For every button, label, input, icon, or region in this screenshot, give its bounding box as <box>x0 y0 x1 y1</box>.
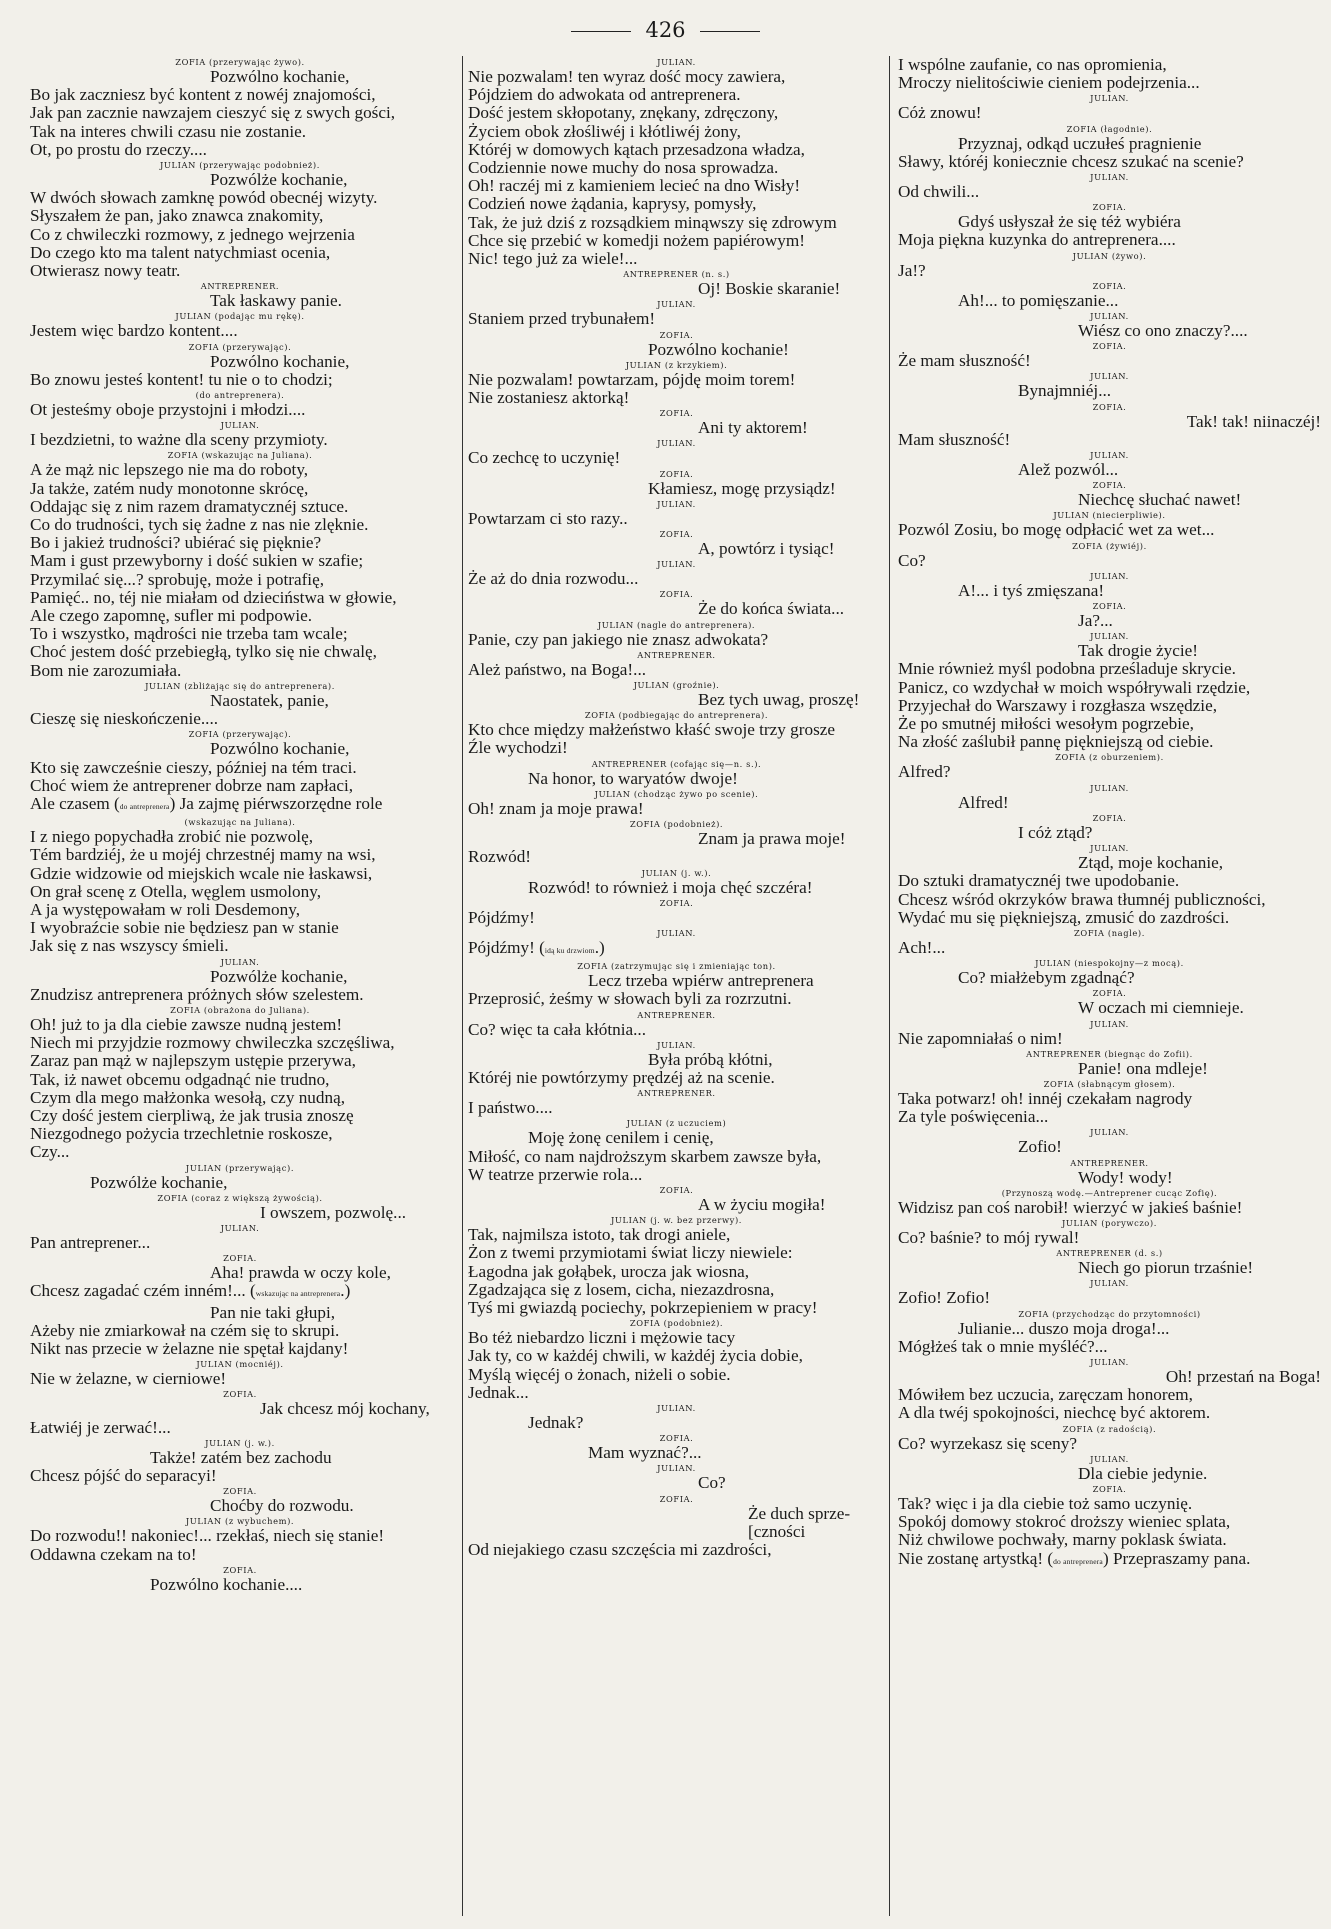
verse-line: Kto się zawcześnie cieszy, później na tém traci. <box>30 757 357 777</box>
verse-line: Jak się z nas wszyscy śmieli. <box>30 936 229 956</box>
verse-line <box>30 795 450 816</box>
speaker-direction: ZOFIA. <box>1092 988 1127 999</box>
verse-text: ) Przepraszamy pana. <box>1102 1548 1251 1568</box>
verse-line: Pozwólno kochanie, <box>210 351 350 371</box>
verse-line: Tak, najmilsza istoto, tak drogi aniele, <box>468 1225 731 1245</box>
speaker-direction: JULIAN. <box>657 927 696 938</box>
speaker-direction: ZOFIA. <box>1092 1483 1127 1494</box>
verse-line: I wspólne zaufanie, co nas opromienia, <box>898 56 1167 74</box>
verse-line: Nie zostaniesz aktorką! <box>468 388 630 408</box>
verse-line: Czy... <box>30 1142 70 1162</box>
verse-line: Taka potwarz! oh! innéj czekałam nagrody <box>898 1088 1193 1108</box>
verse-line: Zaraz pan mąż w najlepszym ustępie przerywa, <box>30 1051 356 1071</box>
verse-line: Że do końca świata... <box>698 599 845 619</box>
verse-line: Panicz, co wzdychał w moich współrywali rzędzie, <box>898 677 1251 697</box>
verse-line: W oczach mi ciemnieje. <box>1078 998 1244 1018</box>
speaker-direction: ZOFIA. <box>1092 202 1127 213</box>
speaker-direction: ZOFIA (łagodnie). <box>1066 123 1153 134</box>
verse-line: Jak ty, co w każdéj chwili, w każdéj życia dobie, <box>468 1346 803 1366</box>
verse-line: Chcesz pójść do separacyi! <box>30 1466 217 1485</box>
verse-line: A w życiu mogiła! <box>698 1194 826 1214</box>
speaker-direction: JULIAN (podając mu rękę). <box>175 311 305 322</box>
verse-line: A ja występowałam w roli Desdemony, <box>30 899 301 919</box>
verse-line: Staniem przed trybunałem! <box>468 309 656 329</box>
verse-line: On grał scenę z Otella, węglem usmolony, <box>30 881 321 901</box>
speaker-direction: JULIAN. <box>1090 631 1129 642</box>
speaker-direction: ZOFIA (z radością). <box>1062 1423 1157 1434</box>
verse-line: A że mąż nic lepszego nie ma do roboty, <box>30 460 309 480</box>
verse-line: Na honor, to waryatów dwoje! <box>528 768 738 788</box>
verse-line: Jednak... <box>468 1382 529 1402</box>
verse-line: Pozwólże kochanie, <box>210 966 348 986</box>
verse-line: Ach!... <box>898 937 946 957</box>
verse-line: Widzisz pan coś narobił! wierzyć w jakieś baśnie! <box>898 1197 1243 1217</box>
verse-line: Pozwólno kochanie, <box>210 67 350 86</box>
speaker-direction: JULIAN (z uczuciem) <box>626 1118 727 1129</box>
verse-text: Pójdźmy! ( <box>468 937 545 957</box>
verse-line: Lecz trzeba wpiérw antreprenera <box>588 971 814 991</box>
verse-line: Pozwól Zosiu, bo mogę odpłacić wet za wet... <box>898 520 1215 540</box>
verse-line: Jak chcesz mój kochany, <box>260 1399 430 1419</box>
speaker-direction: JULIAN. <box>220 956 260 967</box>
speaker-direction: ZOFIA (podobnież). <box>629 819 724 830</box>
verse-line: Pozwólże kochanie, <box>90 1172 228 1192</box>
verse-line: Cóż znowu! <box>898 103 982 123</box>
column-right <box>896 56 1321 1916</box>
verse-line: Źle wychodzi! <box>468 738 568 758</box>
speaker-direction: ZOFIA. <box>659 897 694 908</box>
verse-line: Tak łaskawy panie. <box>210 291 342 311</box>
speaker-direction: ANTREPRENER. <box>1070 1157 1149 1168</box>
verse-line: Panie, czy pan jakiego nie znasz adwokata? <box>468 629 769 649</box>
speaker-direction: JULIAN. <box>1090 371 1129 382</box>
verse-line: Oh! znam ja moje prawa! <box>468 798 644 818</box>
verse-line: Niech go piorun trzaśnie! <box>1078 1258 1254 1278</box>
speaker-direction: JULIAN. <box>1090 843 1129 854</box>
page-number: 426 <box>0 18 1331 42</box>
verse-line: Od niejakiego czasu szczęścia mi zazdrości, <box>468 1539 772 1559</box>
verse-line: Ja?... <box>1078 611 1113 631</box>
verse-line: Żon z twemi przymiotami świat liczy niewiele: <box>468 1243 793 1263</box>
verse-text: ) Ja zajmę piérwszorzędne role <box>169 793 383 813</box>
verse-line: Mówiłem bez uczucia, zaręczam honorem, <box>898 1385 1193 1405</box>
speaker-direction: ZOFIA. <box>659 529 694 540</box>
speaker-direction: ZOFIA. <box>223 1486 257 1497</box>
speaker-direction: JULIAN. <box>1090 1127 1129 1138</box>
verse-line: Tak na interes chwili czasu nie zostanie. <box>30 121 307 141</box>
verse-line: Życiem obok złośliwéj i kłótliwéj żony, <box>468 121 741 141</box>
verse-line: Wydać mu się piękniejszą, zmusić do zazdrości. <box>898 907 1230 927</box>
speaker-direction: JULIAN. <box>1090 172 1129 183</box>
verse-line: W teatrze przerwie rola... <box>468 1164 643 1184</box>
speaker-direction: JULIAN (mocniéj). <box>196 1359 284 1370</box>
verse-line: Słyszałem że pan, jako znawca znakomity, <box>30 206 324 226</box>
speaker-direction: JULIAN (przerywając). <box>185 1162 295 1173</box>
verse-line: Mroczy nielitościwie cieniem podejrzenia... <box>898 73 1200 93</box>
verse-line <box>468 939 885 960</box>
verse-line: Ależ państwo, na Boga!... <box>468 659 647 679</box>
verse-line: Codziennie nowe muchy do nosa sprowadza. <box>468 158 779 178</box>
verse-line: Julianie... duszo moja droga!... <box>958 1318 1170 1338</box>
stage-direction: wskazując na antreprenera <box>255 1289 341 1299</box>
verse-line: Pozwólno kochanie! <box>648 339 789 359</box>
speaker-direction: ANTREPRENER (biegnąc do Zofii). <box>1026 1048 1193 1059</box>
verse-line: Tak? więc i ja dla ciebie toż samo uczynię. <box>898 1493 1193 1513</box>
verse-line: Choć jestem dość przebiegłą, tylko się nie chwalę, <box>30 642 377 662</box>
speaker-direction: JULIAN. <box>1090 93 1129 104</box>
verse-line: Gdzie widzowie od miejskich wcale nie łaskawsi, <box>30 863 373 883</box>
verse-line: Myślą więcéj o żonach, niżeli o sobie. <box>468 1364 731 1384</box>
verse-line: Któréj nie powtórzymy prędzéj aż na scenie. <box>468 1067 775 1087</box>
verse-line: Że duch sprze- <box>748 1503 851 1523</box>
verse-line: Rozwód! <box>468 847 532 867</box>
speaker-direction: JULIAN (porywczo). <box>1062 1217 1157 1228</box>
verse-line: Mam słuszność! <box>898 429 1011 449</box>
speaker-direction: JULIAN (j. w. bez przerwy). <box>610 1215 743 1226</box>
verse-line: Na złość zaślubił pannę piękniejszą od ciebie. <box>898 732 1214 752</box>
verse-line: Tak, iż nawet obcemu odgadnąć nie trudno, <box>30 1069 330 1089</box>
speaker-direction: ZOFIA. <box>659 1184 694 1195</box>
verse-line: Do rozwodu!! nakoniec!... rzekłaś, niech się stanie! <box>30 1526 385 1546</box>
verse-line: Co zechcę to uczynię! <box>468 448 621 468</box>
speaker-direction: ZOFIA (podbiegając do antreprenera). <box>584 710 769 721</box>
verse-line: Przyznaj, odkąd uczułeś pragnienie <box>958 133 1202 153</box>
speaker-direction: JULIAN (niecierpliwie). <box>1053 510 1166 521</box>
speaker-direction: JULIAN (j. w.). <box>641 867 712 878</box>
column-middle <box>462 56 890 1916</box>
verse-line: Znam ja prawa moje! <box>698 829 846 849</box>
speaker-direction: JULIAN. <box>1090 311 1129 322</box>
speaker-direction: JULIAN. <box>657 1039 696 1050</box>
speaker-direction: ZOFIA. <box>223 1253 257 1264</box>
verse-line: Zofio! Zofio! <box>898 1288 991 1308</box>
speaker-direction: JULIAN (żywo). <box>1072 250 1147 261</box>
speaker-direction: ZOFIA (z oburzeniem). <box>1055 752 1164 763</box>
verse-line: Bo i jakież trudności? ubiérać się pięknie? <box>30 533 322 553</box>
verse-line: Co do trudności, tych się żadne z nas nie zlęknie. <box>30 515 369 535</box>
speaker-direction: JULIAN (j. w.). <box>205 1437 275 1448</box>
speaker-direction: JULIAN (nagle do antreprenera). <box>597 619 756 630</box>
verse-line: Co? <box>698 1473 726 1493</box>
verse-line: Tyś mi gwiazdą pociechy, pokrzepieniem w pracy! <box>468 1297 818 1317</box>
verse-line: Ot jesteśmy oboje przystojni i młodzi.... <box>30 400 306 420</box>
verse-line: Tém bardziéj, że u mojéj chrzestnéj mamy na wsi, <box>30 845 376 865</box>
speaker-direction: ZOFIA (zatrzymując się i zmieniając ton). <box>577 961 776 972</box>
speaker-direction: ZOFIA (przychodząc do przytomności) <box>1018 1308 1201 1319</box>
verse-line: Do czego kto ma talent natychmiast ocenia, <box>30 242 331 262</box>
verse-line: Ja!? <box>898 260 926 280</box>
speaker-direction: ANTREPRENER. <box>637 1009 716 1020</box>
verse-line: Niech mi przyjdzie rozmowy chwileczka szczęśliwa, <box>30 1033 395 1053</box>
speaker-direction: ZOFIA (obrażona do Juliana). <box>170 1004 310 1015</box>
speaker-direction: JULIAN (zbliżając się do antreprenera). <box>145 680 335 691</box>
speaker-direction: ZOFIA. <box>659 468 694 479</box>
verse-line: A!... i tyś zmięszana! <box>958 580 1105 600</box>
verse-line: Ani ty aktorem! <box>698 418 808 438</box>
speaker-direction: ZOFIA (nagle). <box>1074 927 1145 938</box>
speaker-direction: ANTREPRENER. <box>637 1088 716 1099</box>
verse-line: Jednak? <box>528 1412 584 1432</box>
verse-line: Moja piękna kuzynka do antreprenera.... <box>898 230 1176 250</box>
verse-line: Pójdźmy! <box>468 907 535 927</box>
verse-line: I cóż ztąd? <box>1018 822 1093 842</box>
verse-line: Sławy, któréj koniecznie chcesz szukać na scenie? <box>898 151 1244 171</box>
verse-line: Ja także, zatém nudy monotonne skrócę, <box>30 478 309 498</box>
verse-line: Dość jestem skłopotany, znękany, zdręczony, <box>468 103 779 123</box>
speaker-direction: ZOFIA (podobnież). <box>629 1318 724 1329</box>
speaker-direction: ZOFIA (wskazując na Juliana). <box>167 450 313 461</box>
verse-line: Czy dość jestem cierpliwą, że jak trusia znoszę <box>30 1105 354 1125</box>
speaker-direction: JULIAN. <box>1090 782 1129 793</box>
speaker-direction: ZOFIA (przerywając). <box>188 729 292 740</box>
verse-line: Że po smutnéj miłości wesołym pogrzebie, <box>898 714 1194 734</box>
speaker-direction: ZOFIA. <box>1092 341 1127 352</box>
stage-direction: do antreprenera <box>119 801 170 811</box>
verse-line: Że mam słuszność! <box>898 351 1031 371</box>
speaker-direction: ANTREPRENER (d. s.) <box>1056 1248 1163 1259</box>
verse-line: Alfred! <box>958 792 1009 812</box>
verse-line: Otwierasz nowy teatr. <box>30 261 181 281</box>
speaker-direction: ZOFIA (żywiéj). <box>1072 540 1147 551</box>
verse-line: I z niego popychadła zrobić nie pozwolę, <box>30 827 314 847</box>
speaker-direction: JULIAN (chodząc żywo po scenie). <box>594 788 759 799</box>
verse-line: Oh! już to ja dla ciebie zawsze nudną jestem! <box>30 1014 343 1034</box>
speaker-direction: JULIAN (przerywając podobnież). <box>160 160 320 171</box>
verse-line: Pozwólno kochanie.... <box>150 1574 303 1594</box>
verse-line <box>30 1282 450 1303</box>
verse-line: I bezdzietni, to ważne dla sceny przymioty. <box>30 430 328 450</box>
speaker-direction: JULIAN. <box>1090 570 1129 581</box>
verse-line: W dwóch słowach zamknę powód obecnéj wizyty. <box>30 188 378 208</box>
verse-line: Co? baśnie? to mój rywal! <box>898 1227 1080 1247</box>
speaker-direction: ZOFIA. <box>659 589 694 600</box>
verse-line: Kłamiesz, mogę przysiądz! <box>648 478 836 498</box>
verse-line: Bez tych uwag, proszę! <box>698 690 860 710</box>
speaker-direction: JULIAN. <box>1090 1356 1129 1367</box>
verse-line: Ażeby nie zmiarkował na czém się to skrupi. <box>30 1320 340 1340</box>
verse-line: Pójdziem do adwokata od antreprenera. <box>468 85 741 105</box>
speaker-direction: (wskazując na Juliana). <box>184 817 296 828</box>
verse-line: Oh! raczéj mi z kamieniem lecieć na dno Wisły! <box>468 176 801 196</box>
verse-line: Któréj w domowych kątach przesadzona władza, <box>468 139 805 159</box>
verse-line: Oddając się z nim razem dramatycznéj sztuce. <box>30 496 349 516</box>
verse-line: Niezgodnego pożycia trzechletnie roskosze, <box>30 1124 333 1144</box>
verse-line: Niechcę słuchać nawet! <box>1078 490 1242 510</box>
verse-line: Za tyle poświęcenia... <box>898 1107 1049 1127</box>
verse-line: Była próbą kłótni, <box>648 1049 773 1069</box>
speaker-direction: JULIAN. <box>657 57 696 67</box>
verse-line: Ztąd, moje kochanie, <box>1078 853 1224 873</box>
speaker-direction: ZOFIA (coraz z większą żywością). <box>157 1192 323 1203</box>
verse-line: Naostatek, panie, <box>210 690 329 710</box>
verse-line: Ah!... to pomięszanie... <box>958 290 1119 310</box>
verse-line: Oddawna czekam na to! <box>30 1544 197 1564</box>
verse-line: Że aż do dnia rozwodu... <box>468 569 639 589</box>
verse-line: Cieszę się nieskończenie.... <box>30 709 219 729</box>
verse-line: To i wszystko, mądrości nie trzeba tam wcale; <box>30 624 348 644</box>
verse-line: Nie pozwalam! ten wyraz dość mocy zawiera, <box>468 67 786 86</box>
speaker-direction: ZOFIA. <box>1092 280 1127 291</box>
speaker-direction: JULIAN. <box>220 420 260 431</box>
column-left <box>30 56 450 1916</box>
speaker-direction: ZOFIA. <box>223 1389 257 1400</box>
verse-line: I wyobraźcie sobie nie będziesz pan w stanie <box>30 918 339 938</box>
verse-line: Bo téż niebardzo liczni i mężowie tacy <box>468 1328 736 1348</box>
speaker-direction: JULIAN. <box>1090 1018 1129 1029</box>
verse-line: Bo znowu jesteś kontent! tu nie o to chodzi; <box>30 369 333 389</box>
verse-line: Spokój domowy stokroć droższy wieniec splata, <box>898 1512 1231 1532</box>
verse-line: Co? więc ta cała kłótnia... <box>468 1019 647 1039</box>
verse-text: Ale czasem ( <box>30 793 120 813</box>
verse-line: Chcesz wśród okrzyków brawa tłumnéj publiczności, <box>898 889 1266 909</box>
verse-line: Co? wyrzekasz się sceny? <box>898 1433 1077 1453</box>
verse-line: Ale czego zapomnę, sufler mi podpowie. <box>30 606 313 626</box>
verse-line: Mógłżeś tak o mnie myśléć?... <box>898 1336 1108 1356</box>
verse-line: Przymilać się...? sprobuję, może i potrafię, <box>30 569 325 589</box>
verse-line: Gdyś usłyszał że się téż wybiéra <box>958 212 1181 232</box>
verse-line: Choćby do rozwodu. <box>210 1496 354 1516</box>
verse-line: Dla ciebie jedynie. <box>1078 1463 1208 1483</box>
verse-line: Mam wyznać?... <box>588 1443 702 1463</box>
verse-line: Pozwólno kochanie, <box>210 739 350 759</box>
verse-line: Oh! przestań na Boga! <box>1165 1366 1321 1386</box>
verse-line: Do sztuki dramatycznéj twe upodobanie. <box>898 871 1180 891</box>
verse-text: Nie zostanę artystką! ( <box>898 1548 1054 1568</box>
verse-line: Zgadzająca się z losem, cicha, niezazdrosna, <box>468 1279 775 1299</box>
verse-line: Jak pan zacznie nawzajem cieszyć się z swych gości, <box>30 103 396 123</box>
verse-line: Mnie również myśl podobna prześladuje skrycie. <box>898 659 1236 679</box>
speaker-direction: ANTREPRENER (n. s.) <box>623 269 730 280</box>
verse-line: Od chwili... <box>898 182 980 202</box>
verse-line: A, powtórz i tysiąc! <box>698 539 835 559</box>
verse-line: Tak drogie życie! <box>1078 641 1199 661</box>
speaker-direction: ANTREPRENER. <box>637 649 716 660</box>
verse-line: Znudzisz antreprenera próżnych słów szelestem. <box>30 984 364 1004</box>
speaker-direction: (Przynoszą wodę.—Antreprener cucąc Zofię). <box>1001 1187 1218 1198</box>
speaker-direction: JULIAN. <box>657 299 696 310</box>
speaker-direction: JULIAN. <box>657 559 696 570</box>
verse-line: Przeprosić, żeśmy w słowach byli za rozrzutni. <box>468 989 792 1009</box>
verse-line: Czym dla mego małżonka wesołą, czy nudną, <box>30 1087 346 1107</box>
verse-line: Pozwólże kochanie, <box>210 170 348 190</box>
verse-line: Panie! ona mdleje! <box>1078 1058 1208 1078</box>
verse-line: A dla twéj spokojności, niechcę być aktorem. <box>898 1403 1211 1423</box>
verse-line: Jestem więc bardzo kontent.... <box>30 321 238 341</box>
speaker-direction: JULIAN. <box>657 1402 696 1413</box>
speaker-direction: ZOFIA (przerywając żywo). <box>175 57 305 67</box>
verse-line: Nie pozwalam! powtarzam, pójdę moim torem! <box>468 369 796 389</box>
speaker-direction: JULIAN (z wybuchem). <box>185 1516 295 1527</box>
speaker-direction: ANTREPRENER. <box>200 281 280 292</box>
speaker-direction: ZOFIA (przerywając). <box>188 341 292 352</box>
verse-line: Codzień nowe żądania, kaprysy, pomysły, <box>468 194 757 214</box>
speaker-direction: ANTREPRENER (cofając się—n. s.). <box>591 758 762 769</box>
speaker-direction: JULIAN (z krzykiem). <box>625 359 728 370</box>
verse-line: Oj! Boskie skaranie! <box>698 279 841 299</box>
speaker-direction: ZOFIA. <box>659 1433 694 1444</box>
verse-line: Niż chwilowe pochwały, marny poklask świata. <box>898 1530 1227 1550</box>
verse-line: Alež pozwól... <box>1018 460 1119 480</box>
speaker-direction: JULIAN. <box>1090 1278 1129 1289</box>
verse-line: Pamięć.. no, téj nie miałam od dzieciństwa w głowie, <box>30 587 397 607</box>
verse-line: Nic! tego już za wiele!... <box>468 249 638 269</box>
verse-line: Łagodna jak gołąbek, urocza jak wiosna, <box>468 1261 750 1281</box>
speaker-direction: JULIAN (niespokojny—z mocą). <box>1035 958 1184 969</box>
verse-line: Bo jak zaczniesz być kontent z nowéj znajomości, <box>30 85 376 105</box>
speaker-direction: JULIAN. <box>220 1222 260 1233</box>
speaker-direction: ZOFIA. <box>1092 812 1127 823</box>
verse-line: Kto chce między małżeństwo kłaść swoje trzy grosze <box>468 720 836 740</box>
speaker-direction: JULIAN. <box>657 498 696 509</box>
speaker-direction: JULIAN. <box>1090 1453 1129 1464</box>
verse-line: Miłość, co nam najdroższym skarbem zawsze była, <box>468 1146 822 1166</box>
speaker-direction: (do antreprenera). <box>195 390 285 401</box>
speaker-direction: ZOFIA. <box>1092 601 1127 612</box>
verse-line <box>898 1550 1321 1571</box>
verse-line: Co? <box>898 550 926 570</box>
verse-line: Moję żonę cenilem i cenię, <box>528 1128 714 1148</box>
speaker-direction: ZOFIA. <box>1092 401 1127 412</box>
verse-line: Przyjechał do Warszawy i rozgłasza wszędzie, <box>898 695 1217 715</box>
verse-line: Wiész co ono znaczy?.... <box>1078 321 1248 341</box>
verse-line: Co? miałżebym zgadnąć? <box>958 968 1135 988</box>
verse-line: Mam i gust przewyborny i dość sukien w szafie; <box>30 551 364 571</box>
verse-line: Tak, że już dziś z rozsądkiem minąwszy się zdrowym <box>468 212 837 232</box>
verse-line: Tak! tak! niinaczéj! <box>1186 411 1321 431</box>
verse-line: Powtarzam ci sto razy.. <box>468 508 628 528</box>
verse-text: .) <box>594 937 605 957</box>
speaker-direction: ZOFIA. <box>659 1493 694 1504</box>
speaker-direction: ZOFIA (słabnącym głosem). <box>1043 1078 1176 1089</box>
verse-text: .) <box>340 1281 351 1301</box>
speaker-direction: ZOFIA. <box>659 329 694 340</box>
verse-line: Wody! wody! <box>1078 1167 1173 1187</box>
verse-line: Bom nie zarozumiała. <box>30 660 182 680</box>
speaker-direction: ZOFIA. <box>1092 480 1127 491</box>
verse-line: Pan nie taki głupi, <box>210 1302 336 1322</box>
verse-line: I owszem, pozwolę... <box>260 1202 407 1222</box>
verse-line: Nie w żelazne, w cierniowe! <box>30 1369 227 1389</box>
verse-line: Chce się przebić w komedji nożem papiérowym! <box>468 230 805 250</box>
verse-line: Nie zapomniałaś o nim! <box>898 1028 1063 1048</box>
verse-line: Nikt nas przecie w żelazne nie spętał kajdany! <box>30 1338 349 1358</box>
verse-line: Pan antreprener... <box>30 1232 151 1252</box>
verse-text: Chcesz zagadać czém inném!... ( <box>30 1281 256 1301</box>
verse-line: I państwo.... <box>468 1098 553 1118</box>
speaker-direction: ZOFIA. <box>659 408 694 419</box>
verse-line: Bynajmniéj... <box>1018 381 1112 401</box>
verse-line: Aha! prawda w oczy kole, <box>210 1263 391 1283</box>
verse-line: Ot, po prostu do rzeczy.... <box>30 139 207 159</box>
verse-line: Co z chwileczki rozmowy, z jednego wejrzenia <box>30 224 355 244</box>
verse-line: [czności <box>748 1521 806 1541</box>
speaker-direction: JULIAN (groźnie). <box>633 680 720 691</box>
verse-line: Alfred? <box>898 762 951 782</box>
verse-line: Także! zatém bez zachodu <box>150 1447 332 1467</box>
speaker-direction: ZOFIA. <box>223 1564 257 1575</box>
verse-line: Zofio! <box>1018 1137 1062 1157</box>
stage-direction: idą ku drzwiom <box>544 945 595 955</box>
speaker-direction: JULIAN. <box>657 1463 696 1474</box>
verse-line: Choć wiem że antreprener dobrze nam zapłaci, <box>30 775 354 795</box>
verse-line: Łatwiéj je zerwać!... <box>30 1417 171 1437</box>
speaker-direction: JULIAN. <box>1090 450 1129 461</box>
verse-line: Rozwód! to również i moja chęć szczéra! <box>528 877 813 897</box>
stage-direction: do antreprenera <box>1053 1556 1103 1566</box>
speaker-direction: JULIAN. <box>657 438 696 449</box>
